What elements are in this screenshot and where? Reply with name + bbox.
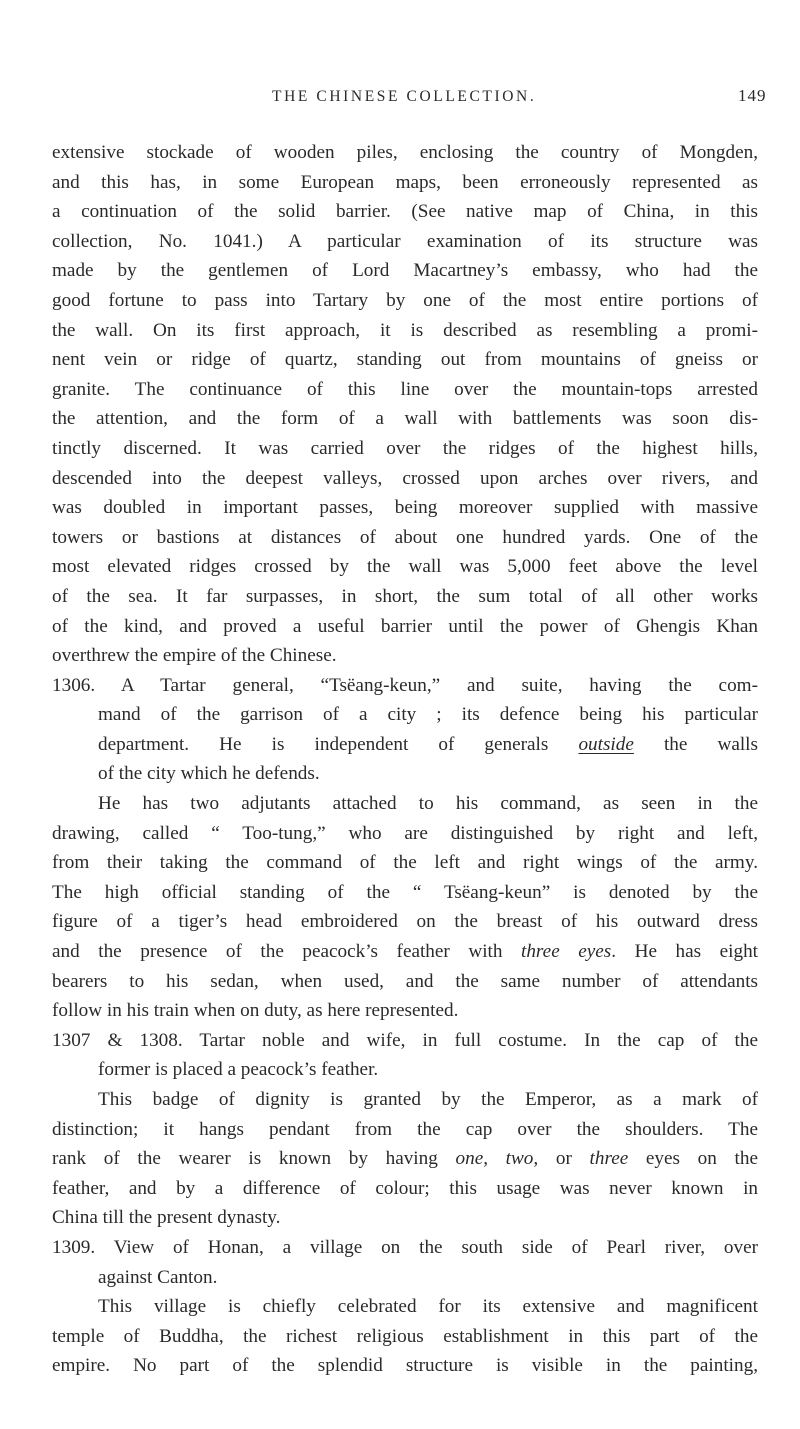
- text-run: was doubled in important passes, being moreover supplied with massive: [52, 497, 758, 519]
- text-line: [52, 1174, 758, 1204]
- text-run: or: [538, 1148, 590, 1170]
- text-line: [52, 1263, 758, 1293]
- text-run: the walls: [633, 733, 758, 755]
- italic-text: outside: [578, 733, 634, 755]
- text-line: [52, 759, 758, 789]
- text-line: [52, 612, 758, 642]
- text-line: [52, 1026, 758, 1056]
- text-line: [52, 1203, 758, 1233]
- text-run: from their taking the command of the left and right wings of the army.: [52, 852, 758, 874]
- text-run: good fortune to pass into Tartary by one of the most entire portions of: [52, 289, 758, 311]
- text-line: [52, 404, 758, 434]
- text-line: [52, 907, 758, 937]
- text-run: This village is chiefly celebrated for its extensive and magnificent: [98, 1296, 758, 1318]
- text-run: China till the present dynasty.: [52, 1207, 281, 1229]
- text-line: [52, 641, 758, 671]
- italic-text: three eyes: [521, 941, 612, 963]
- text-run: of the city which he defends.: [98, 763, 320, 785]
- text-run: feather, and by a difference of colour; this usage was never known in: [52, 1177, 758, 1199]
- page-header: [0, 86, 800, 116]
- text-line: [52, 937, 758, 967]
- text-line: [52, 730, 758, 760]
- text-line: [52, 434, 758, 464]
- text-run: made by the gentlemen of Lord Macartney’s embassy, who had the: [52, 260, 758, 282]
- text-line: [52, 1292, 758, 1322]
- text-line: [52, 878, 758, 908]
- text-run: temple of Buddha, the richest religious establishment in this part of the: [52, 1325, 758, 1347]
- text-line: [52, 1322, 758, 1352]
- text-run: . He has eight: [611, 941, 758, 963]
- text-run: rank of the wearer is known by having: [52, 1148, 456, 1170]
- text-line: [52, 1115, 758, 1145]
- text-run: extensive stockade of wooden piles, enclosing the country of Mongden,: [52, 142, 758, 163]
- text-run: of the kind, and proved a useful barrier until the power of Ghengis Khan: [52, 615, 758, 637]
- text-run: granite. The continuance of this line over the mountain-tops arrested: [52, 378, 758, 400]
- text-run: 1306. A Tartar general, “Tsëang-keun,” and suite, having the com-: [52, 674, 758, 696]
- text-run: 1307 & 1308. Tartar noble and wife, in full costume. In the cap of the: [52, 1029, 758, 1051]
- italic-text: three: [589, 1148, 629, 1170]
- text-run: The high official standing of the “ Tsëang-keun” is denoted by the: [52, 881, 758, 903]
- text-run: drawing, called “ Too-tung,” who are distinguished by right and left,: [52, 822, 758, 844]
- text-line: [52, 286, 758, 316]
- text-line: [52, 1085, 758, 1115]
- text-run: collection, No. 1041.) A particular examination of its structure was: [52, 230, 758, 252]
- text-line: [52, 1351, 758, 1381]
- text-run: This badge of dignity is granted by the Emperor, as a mark of: [98, 1089, 758, 1110]
- text-run: bearers to his sedan, when used, and the same number of attendants: [52, 970, 758, 992]
- text-run: of the sea. It far surpasses, in short, the sum total of all other works: [52, 585, 758, 607]
- text-run: nent vein or ridge of quartz, standing out from mountains of gneiss or: [52, 349, 758, 371]
- text-run: He has two adjutants attached to his command, as seen in the: [98, 793, 758, 815]
- text-run: against Canton.: [98, 1266, 218, 1288]
- text-line: [52, 848, 758, 878]
- text-run: towers or bastions at distances of about one hundred yards. One of the: [52, 526, 758, 548]
- text-run: department. He is independent of generals: [98, 733, 579, 755]
- text-run: eyes on the: [628, 1148, 758, 1170]
- text-run: figure of a tiger’s head embroidered on the breast of his outward dress: [52, 911, 758, 933]
- text-line: [52, 493, 758, 523]
- text-line: [52, 523, 758, 553]
- text-line: [52, 1055, 758, 1085]
- italic-text: one, two,: [455, 1148, 539, 1170]
- text-run: mand of the garrison of a city ; its defence being his particular: [98, 704, 758, 726]
- text-run: distinction; it hangs pendant from the cap over the shoulders. The: [52, 1118, 758, 1140]
- text-run: the attention, and the form of a wall with battlements was soon dis-: [52, 408, 758, 430]
- text-run: tinctly discerned. It was carried over the ridges of the highest hills,: [52, 437, 758, 459]
- text-line: [52, 996, 758, 1026]
- text-line: [52, 789, 758, 819]
- text-line: [52, 819, 758, 849]
- text-run: 1309. View of Honan, a village on the south side of Pearl river, over: [52, 1236, 758, 1258]
- text-line: [52, 1144, 758, 1174]
- text-line: [52, 464, 758, 494]
- page-number: 149: [738, 86, 767, 105]
- text-line: [52, 552, 758, 582]
- text-run: the wall. On its first approach, it is described as resembling a promi-: [52, 319, 758, 341]
- text-line: [52, 1233, 758, 1263]
- text-line: [52, 197, 758, 227]
- text-line: [52, 316, 758, 346]
- text-run: and the presence of the peacock’s feather with: [52, 941, 521, 963]
- text-run: most elevated ridges crossed by the wall was 5,000 feet above the level: [52, 556, 758, 578]
- text-line: [52, 138, 758, 168]
- text-line: [52, 227, 758, 257]
- text-line: [52, 345, 758, 375]
- text-run: overthrew the empire of the Chinese.: [52, 645, 337, 667]
- text-run: and this has, in some European maps, been erroneously represented as: [52, 171, 758, 193]
- text-line: [52, 256, 758, 286]
- text-line: [52, 168, 758, 198]
- text-run: former is placed a peacock’s feather.: [98, 1059, 379, 1081]
- text-line: [52, 582, 758, 612]
- text-line: [52, 700, 758, 730]
- running-title: THE CHINESE COLLECTION.: [272, 88, 537, 105]
- text-run: descended into the deepest valleys, crossed upon arches over rivers, and: [52, 467, 758, 489]
- text-run: follow in his train when on duty, as here represented.: [52, 1000, 459, 1022]
- text-run: a continuation of the solid barrier. (See native map of China, in this: [52, 201, 758, 223]
- text-line: [52, 967, 758, 997]
- body-text: [52, 138, 758, 1381]
- text-line: [52, 375, 758, 405]
- text-line: [52, 671, 758, 701]
- text-run: empire. No part of the splendid structure is visible in the painting,: [52, 1355, 758, 1377]
